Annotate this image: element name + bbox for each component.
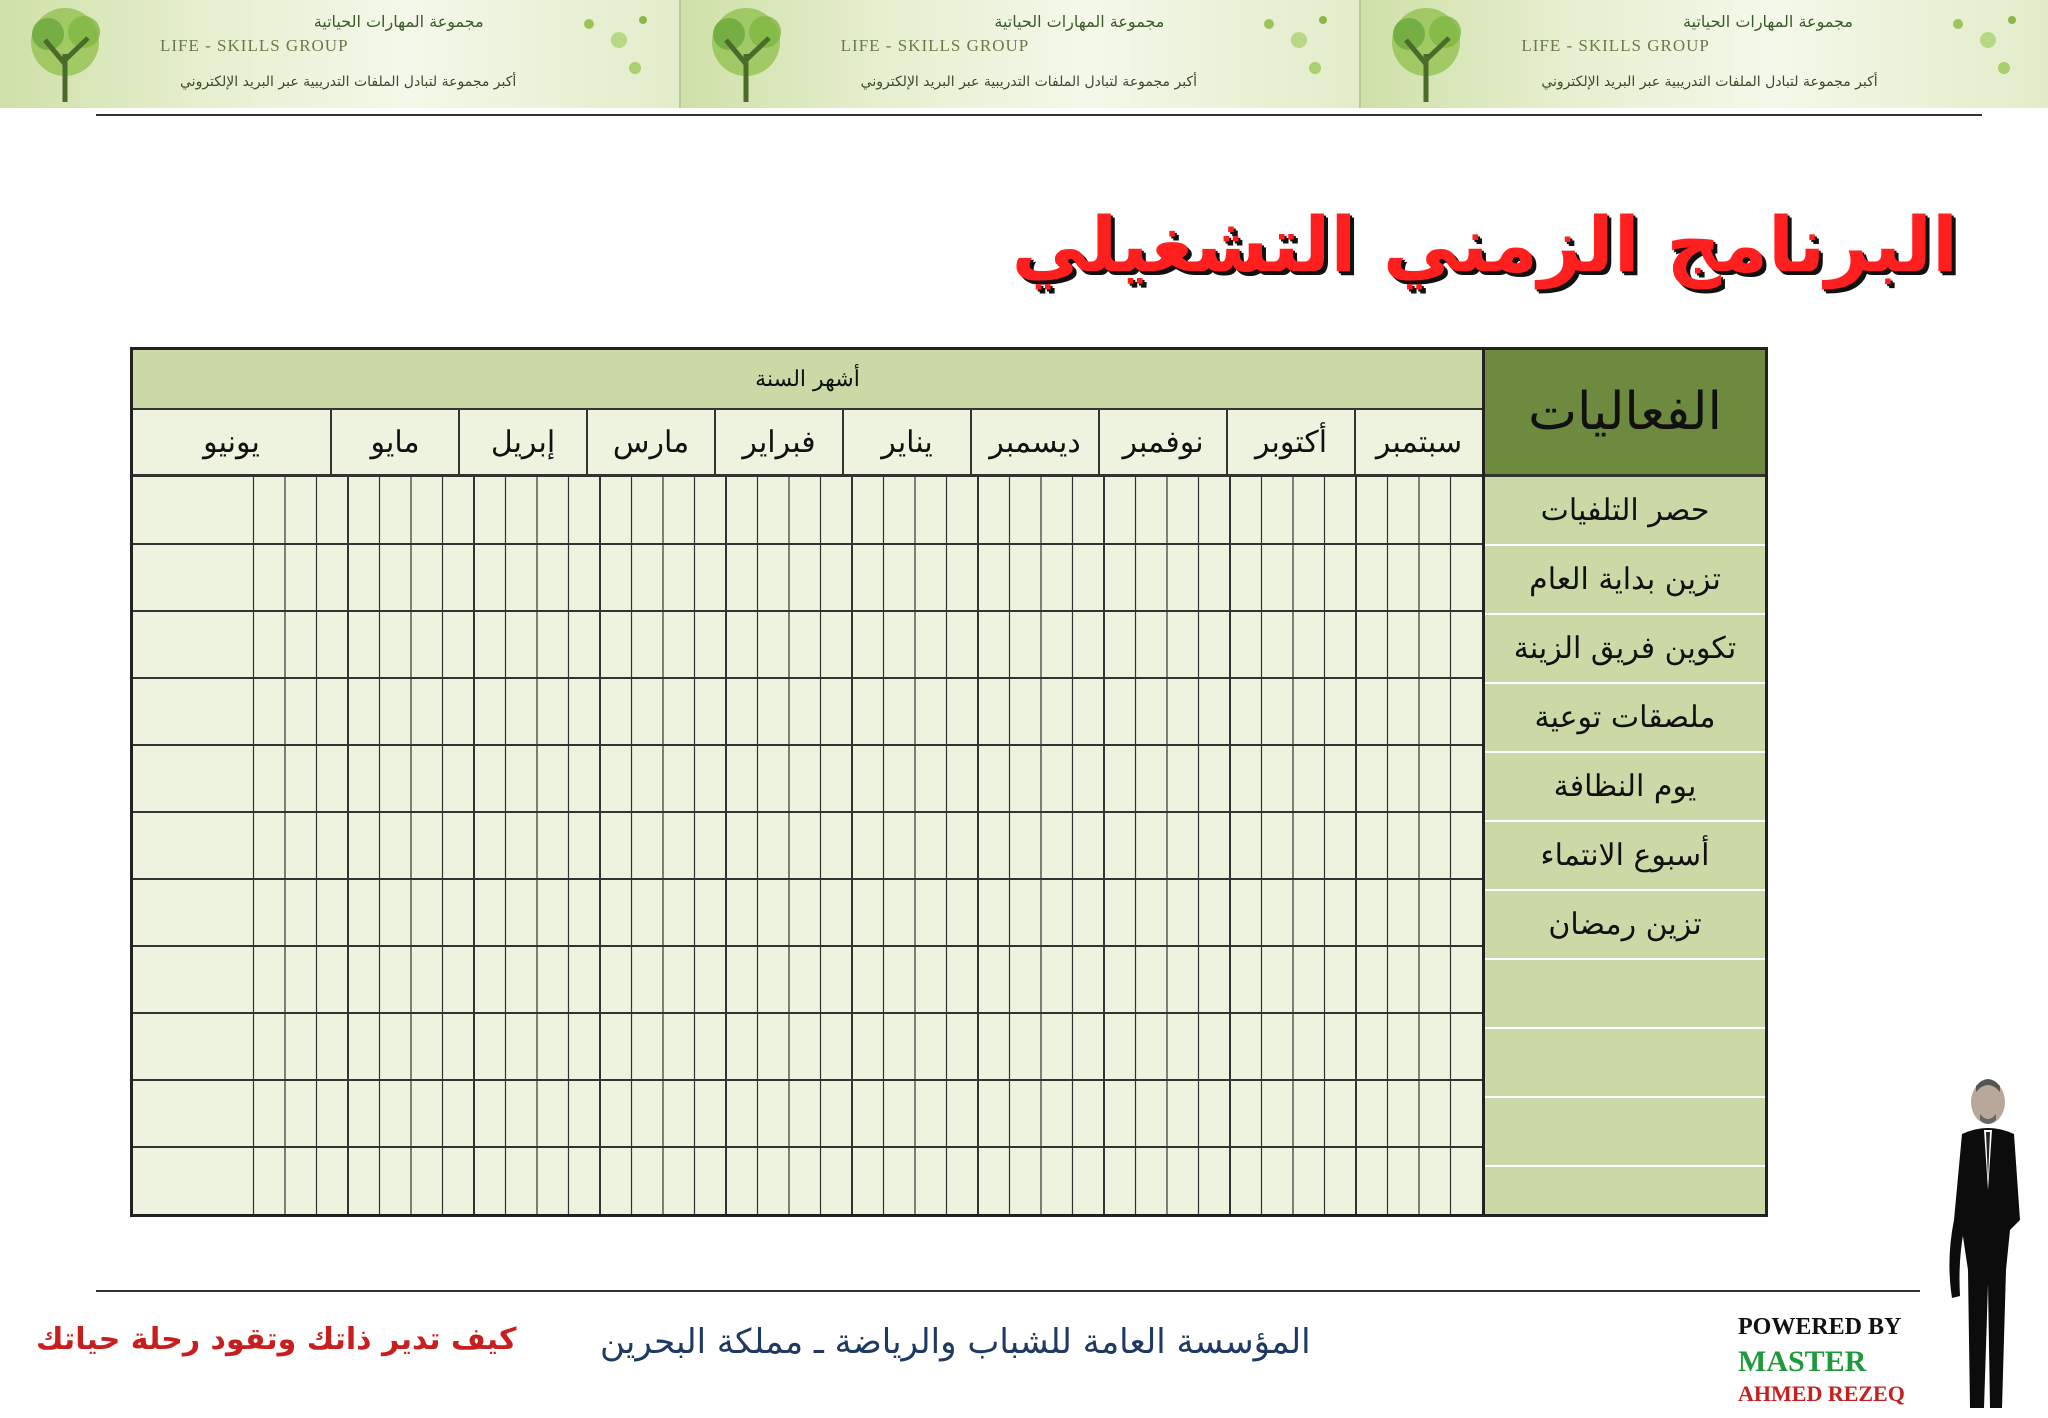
activity-row: ملصقات توعية <box>1485 684 1765 753</box>
author-name: AHMED REZEQ <box>1738 1381 1905 1406</box>
tree-logo-icon <box>10 4 120 104</box>
banner-tile <box>681 0 1362 108</box>
banner-tagline: أكبر مجموعة لتبادل الملفات التدريبية عبر البريد الإلكتروني <box>1541 74 1878 90</box>
activity-row: تكوين فريق الزينة <box>1485 615 1765 684</box>
activity-row <box>1485 960 1765 1029</box>
week-grid-lines <box>133 477 1482 1214</box>
month-header: مايو <box>330 410 458 474</box>
banner-name-arabic: مجموعة المهارات الحياتية <box>1683 12 1853 31</box>
month-header: فبراير <box>714 410 842 474</box>
footer-slogan: كيف تدير ذاتك وتقود رحلة حياتك <box>36 1322 517 1357</box>
banner-tile <box>1361 0 2048 108</box>
banner-tagline: أكبر مجموعة لتبادل الملفات التدريبية عبر البريد الإلكتروني <box>860 74 1197 90</box>
month-header: إبريل <box>458 410 586 474</box>
month-header: مارس <box>586 410 714 474</box>
activity-row: يوم النظافة <box>1485 753 1765 822</box>
activity-row: حصر التلفيات <box>1485 477 1765 546</box>
month-header: سبتمبر <box>1354 410 1482 474</box>
bottom-divider <box>96 1290 1920 1292</box>
month-header: ديسمبر <box>970 410 1098 474</box>
activity-row <box>1485 1029 1765 1098</box>
activities-header: الفعاليات <box>1485 350 1765 477</box>
year-months-header: أشهر السنة <box>133 350 1482 410</box>
activity-row <box>1485 1167 1765 1234</box>
banner-tile <box>0 0 681 108</box>
decorative-dots-icon <box>1259 10 1339 90</box>
banner-name-arabic: مجموعة المهارات الحياتية <box>313 12 484 31</box>
banner-name-arabic: مجموعة المهارات الحياتية <box>994 12 1165 31</box>
month-header: أكتوبر <box>1226 410 1354 474</box>
activity-row: تزين بداية العام <box>1485 546 1765 615</box>
schedule-grid <box>133 477 1482 1214</box>
top-divider <box>96 114 1982 116</box>
decorative-dots-icon <box>1948 10 2028 90</box>
header-banner <box>0 0 2048 108</box>
activity-row: تزين رمضان <box>1485 891 1765 960</box>
months-header-row <box>133 410 1482 477</box>
banner-name-english: LIFE - SKILLS GROUP <box>160 36 349 55</box>
footer-organization: المؤسسة العامة للشباب والرياضة ـ مملكة البحرين <box>600 1322 1311 1362</box>
activity-row: أسبوع الانتماء <box>1485 822 1765 891</box>
banner-name-english: LIFE - SKILLS GROUP <box>840 36 1030 55</box>
tree-logo-icon <box>1371 4 1481 104</box>
banner-tagline: أكبر مجموعة لتبادل الملفات التدريبية عبر البريد الإلكتروني <box>180 74 517 90</box>
activity-row <box>1485 1098 1765 1167</box>
month-header: يونيو <box>203 424 260 460</box>
month-header: يناير <box>842 410 970 474</box>
decorative-dots-icon <box>579 10 659 90</box>
banner-name-english: LIFE - SKILLS GROUP <box>1521 36 1710 55</box>
schedule-table <box>130 347 1768 1217</box>
months-area <box>133 350 1482 1214</box>
month-header: نوفمبر <box>1098 410 1226 474</box>
page-title: البرنامج الزمني التشغيلي <box>1011 200 1958 289</box>
master-label: MASTER <box>1738 1345 1867 1378</box>
powered-by-label: POWERED BY <box>1738 1314 1902 1340</box>
businessman-figure-icon <box>1940 1070 2030 1415</box>
powered-by-block <box>1738 1314 1905 1407</box>
activities-column <box>1482 350 1765 1214</box>
tree-logo-icon <box>691 4 801 104</box>
